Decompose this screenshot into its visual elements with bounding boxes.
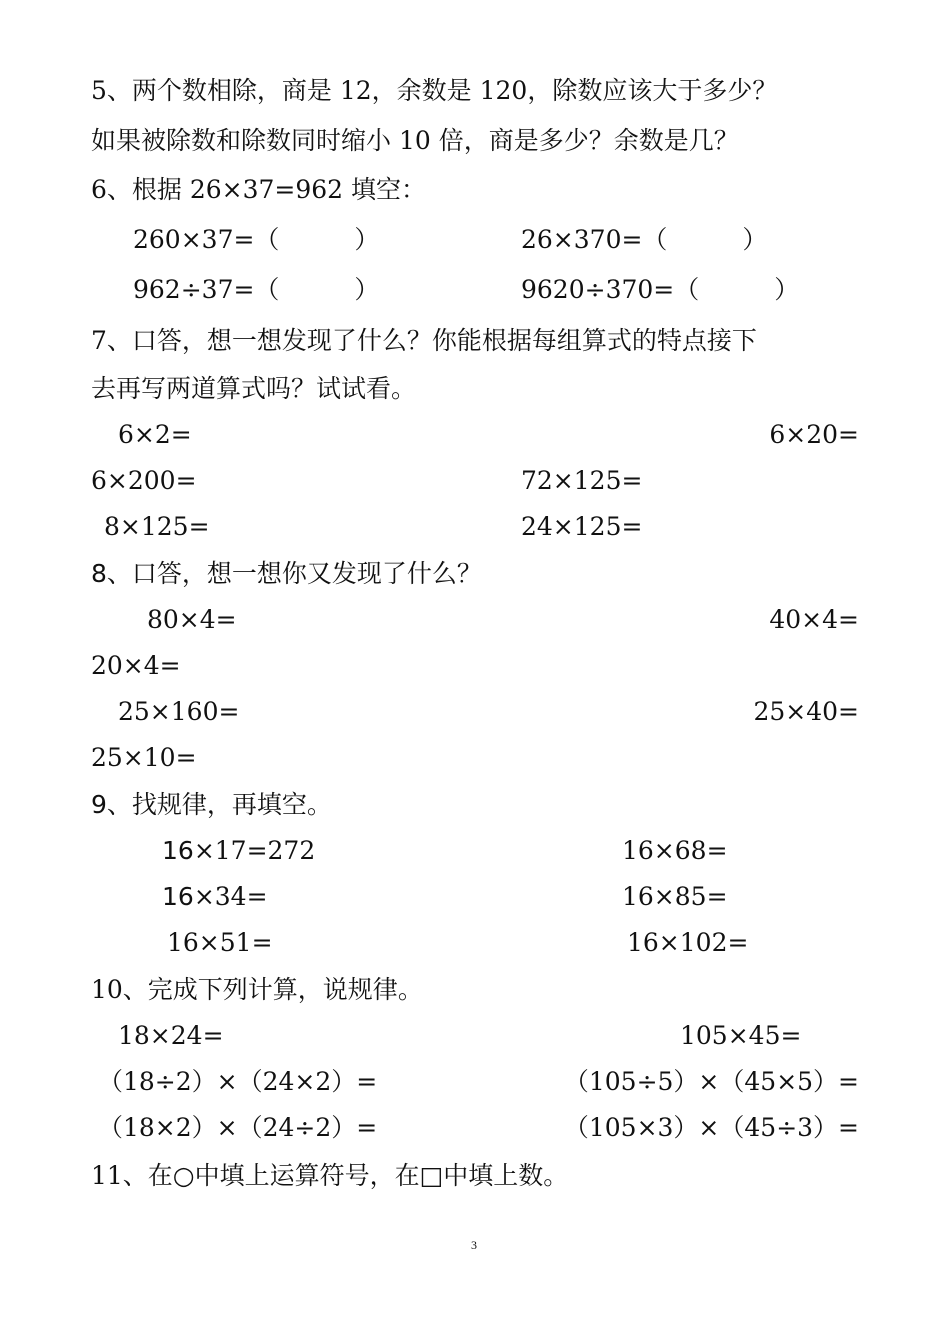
q10-item-5: （18×2）×（24÷2）=: [98, 1113, 378, 1142]
q9-item-3: [162, 882, 268, 912]
q10-item-4: （105÷5）×（45×5）=: [563, 1067, 859, 1096]
q10-item-2: 105×45=: [680, 1021, 802, 1050]
q8-title-text: 、口答，想一想你又发现了什么？: [106, 559, 482, 588]
q8-item-1: 80×4=: [147, 605, 237, 634]
q9-item-1: [162, 836, 315, 866]
q9-title-text: 、找规律，再填空。: [106, 790, 332, 819]
q6-title: 6、根据 26×37=962 填空：: [91, 175, 427, 204]
q7-item-5: 8×125=: [104, 512, 210, 541]
q10-item-3: （18÷2）×（24×2）=: [98, 1067, 378, 1096]
q9-item-6: [627, 928, 748, 958]
q8-item-5: 25×40=: [753, 697, 859, 726]
q7-item-3: 6×200=: [91, 466, 197, 495]
q5-line2: 如果被除数和除数同时缩小 10 倍，商是多少？余数是几？: [91, 126, 739, 155]
q7-item-2: 6×20=: [769, 420, 859, 449]
q9-item-1-prefix: 16: [162, 836, 194, 865]
q6-item-4: 9620÷370=（ ）: [521, 275, 800, 304]
q8-item-6: 25×10=: [91, 743, 197, 772]
q9-item-5-rest: 16×51=: [167, 928, 273, 957]
q8-title: [91, 559, 482, 589]
q8-item-3: 20×4=: [91, 651, 181, 680]
q9-item-6-rest: 16×102=: [627, 928, 749, 957]
q9-item-4-rest: 16×85=: [622, 882, 728, 911]
page-number: 3: [471, 1238, 477, 1252]
q10-item-6: （105×3）×（45÷3）=: [563, 1113, 859, 1142]
q6-item-1: 260×37=（ ）: [133, 225, 380, 254]
q6-item-2: 26×370=（ ）: [521, 225, 768, 254]
q5-line1: 5、两个数相除，商是 12，余数是 120，除数应该大于多少？: [91, 76, 778, 105]
q7-title-line1: 7、口答，想一想发现了什么？你能根据每组算式的特点接下: [91, 326, 757, 355]
q9-item-2-rest: 16×68=: [622, 836, 728, 865]
q10-title: 10、完成下列计算，说规律。: [91, 975, 423, 1004]
q9-item-3-prefix: 16: [162, 882, 194, 911]
q9-item-5: [167, 928, 273, 958]
q9-item-4: [622, 882, 728, 912]
q9-title: [91, 790, 332, 820]
q8-item-2: 40×4=: [769, 605, 859, 634]
q8-number: 8: [91, 559, 107, 588]
q7-item-4: 72×125=: [521, 466, 643, 495]
q11-title: 11、在○中填上运算符号，在□中填上数。: [91, 1161, 569, 1190]
q6-item-3: 962÷37=（ ）: [133, 275, 380, 304]
q7-item-1: 6×2=: [118, 420, 192, 449]
q7-item-6: 24×125=: [521, 512, 643, 541]
q7-title-line2: 去再写两道算式吗？试试看。: [91, 374, 417, 403]
q9-number: 9: [91, 790, 107, 819]
q9-item-3-rest: ×34=: [193, 882, 268, 911]
q10-item-1: 18×24=: [118, 1021, 224, 1050]
q8-item-4: 25×160=: [118, 697, 240, 726]
q9-item-1-rest: ×17=272: [193, 836, 316, 865]
q9-item-2: [622, 836, 728, 866]
